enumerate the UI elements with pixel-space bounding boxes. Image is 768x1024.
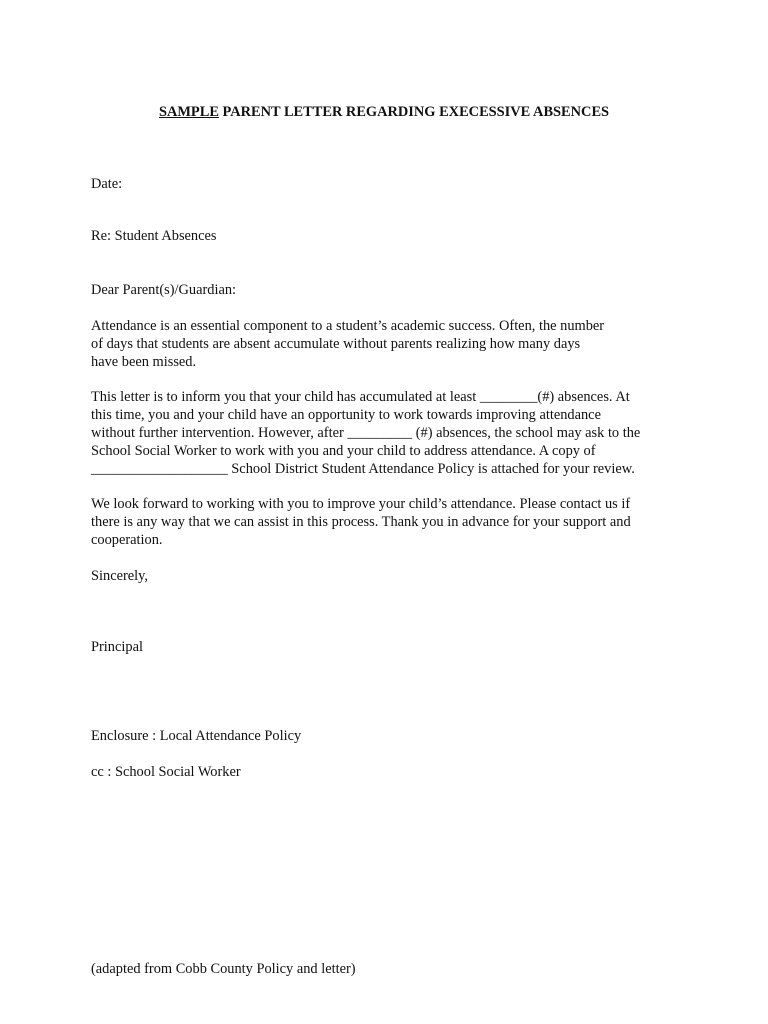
letter-title	[0, 103, 768, 121]
paragraph-3-line: there is any way that we can assist in this process. Thank you in advance for your support and	[91, 514, 631, 530]
cc-line: cc : School Social Worker	[91, 764, 241, 780]
date-label: Date:	[91, 176, 123, 192]
paragraph-2-line: this time, you and your child have an opportunity to work towards improving attendance	[91, 407, 601, 423]
closing: Sincerely,	[91, 568, 149, 584]
salutation: Dear Parent(s)/Guardian:	[91, 282, 237, 298]
title-sample-word: SAMPLE	[158, 104, 219, 120]
paragraph-2-line: ___________________ School District Student Attendance Policy is attached for your review.	[91, 461, 635, 477]
re-line: Re: Student Absences	[91, 228, 217, 244]
paragraph-1-line: have been missed.	[91, 354, 197, 370]
paragraph-2-line: without further intervention. However, after _________ (#) absences, the school may ask to the	[91, 425, 641, 441]
paragraph-3-line: We look forward to working with you to improve your child’s attendance. Please contact us if	[91, 496, 631, 512]
title-text: PARENT LETTER REGARDING EXECESSIVE ABSENCES	[218, 104, 610, 120]
paragraph-2-line: This letter is to inform you that your child has accumulated at least ________(#) absences. At	[91, 389, 630, 405]
paragraph-2	[91, 388, 640, 478]
signature-title: Principal	[91, 639, 143, 655]
enclosure-line: Enclosure : Local Attendance Policy	[91, 728, 302, 744]
paragraph-1	[91, 317, 604, 371]
paragraph-3-line: cooperation.	[91, 532, 163, 548]
paragraph-2-line: School Social Worker to work with you and your child to address attendance. A copy of	[91, 443, 596, 459]
paragraph-1-line: of days that students are absent accumulate without parents realizing how many days	[91, 336, 581, 352]
paragraph-3	[91, 495, 631, 549]
paragraph-1-line: Attendance is an essential component to a student’s academic success. Often, the number	[91, 318, 605, 334]
footer-note: (adapted from Cobb County Policy and letter)	[91, 961, 356, 977]
